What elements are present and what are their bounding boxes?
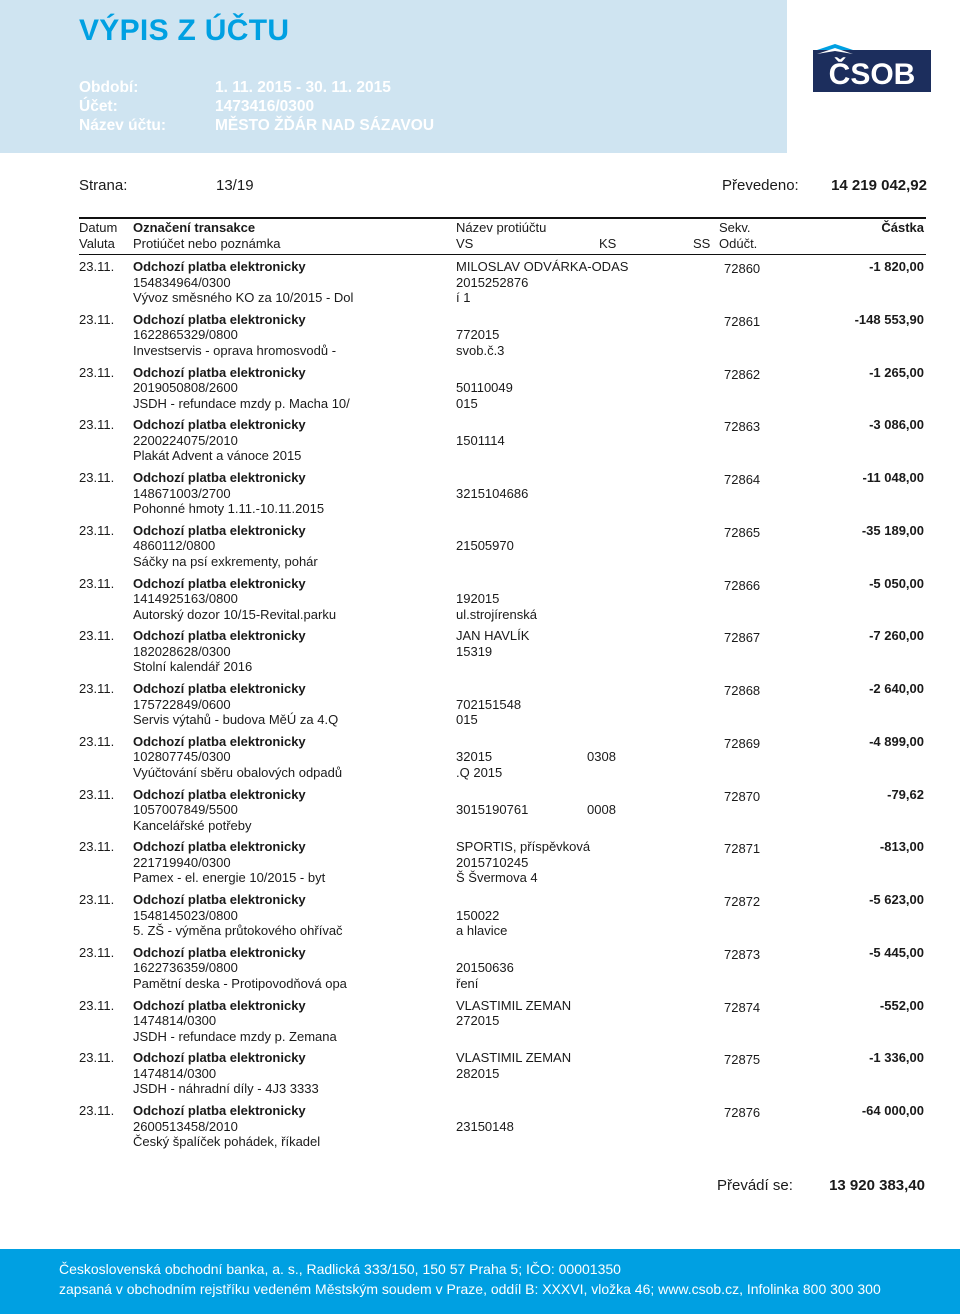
col-oznaceni: Označení transakce [133, 220, 256, 235]
transaction-type: Odchozí platba elektronicky [133, 364, 306, 380]
transaction-row [79, 576, 926, 629]
carried-forward-label: Převedeno: [722, 177, 799, 194]
transaction-date: 23.11. [79, 892, 115, 907]
transaction-row [79, 628, 926, 681]
transaction-date: 23.11. [79, 681, 115, 696]
period-row [79, 79, 391, 97]
sequence-number: 72873 [724, 946, 761, 962]
transaction-note: Český špalíček pohádek, říkadel [133, 1134, 321, 1149]
counter-account: 154834964/0300 [133, 274, 231, 290]
account-name-row [79, 117, 435, 135]
transaction-type: Odchozí platba elektronicky [133, 628, 306, 644]
carried-forward-value: 14 219 042,92 [831, 177, 927, 194]
statement-title: VÝPIS Z ÚČTU [79, 14, 290, 47]
transaction-type: Odchozí platba elektronicky [133, 259, 306, 274]
transaction-row [79, 417, 926, 470]
counterparty-detail: a hlavice [456, 923, 508, 938]
variable-symbol: 282015 [456, 1065, 500, 1081]
counter-account: 102807745/0300 [133, 749, 231, 765]
variable-symbol: 21505970 [456, 538, 514, 554]
variable-symbol: 2015252876 [456, 274, 529, 290]
transaction-note: Sáčky na psí exkrementy, pohár [133, 553, 318, 569]
counter-account: 2600513458/2010 [133, 1118, 238, 1134]
transaction-date: 23.11. [79, 997, 115, 1013]
transaction-type: Odchozí platba elektronicky [133, 575, 306, 591]
transaction-type: Odchozí platba elektronicky [133, 1050, 306, 1066]
carry-over-label: Převádí se: [717, 1177, 793, 1194]
transaction-note: Vývoz směsného KO za 10/2015 - Dol [133, 290, 354, 305]
counterparty-detail: ul.strojírenská [456, 606, 537, 622]
account-row [79, 98, 315, 116]
transaction-type: Odchozí platba elektronicky [133, 470, 306, 485]
transaction-date: 23.11. [79, 311, 115, 327]
transaction-row [79, 1050, 926, 1103]
sequence-number: 72870 [724, 788, 761, 804]
transaction-row [79, 839, 926, 892]
table-top-rule [79, 217, 926, 219]
transaction-row [79, 998, 926, 1051]
transaction-type: Odchozí platba elektronicky [133, 417, 306, 433]
counterparty-detail: Š Švermova 4 [456, 870, 538, 886]
transaction-note: JSDH - refundace mzdy p. Zemana [133, 1028, 337, 1044]
counter-account: 1057007849/5500 [133, 802, 238, 817]
col-datum: Datum [79, 220, 118, 235]
transaction-date: 23.11. [79, 522, 115, 538]
transaction-type: Odchozí platba elektronicky [133, 1103, 306, 1118]
constant-symbol: 0308 [587, 749, 616, 765]
sequence-number: 72864 [724, 472, 761, 487]
transaction-type: Odchozí platba elektronicky [133, 311, 306, 327]
counterparty-name: VLASTIMIL ZEMAN [456, 1050, 572, 1066]
counterparty-name: VLASTIMIL ZEMAN [456, 997, 572, 1013]
transaction-amount: -35 189,00 [861, 522, 924, 538]
transaction-row [79, 365, 926, 418]
sequence-number: 72874 [724, 999, 761, 1015]
footer-line-1: Československá obchodní banka, a. s., Radlická 333/150, 150 57 Praha 5; IČO: 00001350 [59, 1261, 621, 1277]
transaction-row [79, 787, 926, 840]
transaction-row [79, 1103, 926, 1156]
transaction-note: Pamětní deska - Protipovodňová opa [133, 975, 347, 991]
counter-account: 1414925163/0800 [133, 591, 238, 606]
variable-symbol: 272015 [456, 1013, 500, 1028]
transaction-type: Odchozí platba elektronicky [133, 786, 306, 802]
page-number: 13/19 [216, 177, 254, 194]
counter-account: 1622865329/0800 [133, 327, 238, 343]
transaction-note: JSDH - refundace mzdy p. Macha 10/ [133, 395, 350, 411]
col-vs: VS [456, 236, 474, 251]
transaction-note: Servis výtahů - budova MěÚ za 4.Q [133, 712, 339, 727]
counter-account: 1474814/0300 [133, 1065, 217, 1081]
transaction-row [79, 470, 926, 523]
counterparty-detail: svob.č.3 [456, 342, 505, 358]
transaction-row [79, 734, 926, 787]
transaction-row [79, 681, 926, 734]
counter-account: 182028628/0300 [133, 643, 231, 659]
transaction-note: Investservis - oprava hromosvodů - [133, 342, 337, 358]
transaction-amount: -5 623,00 [869, 892, 924, 907]
transaction-note: Pohonné hmoty 1.11.-10.11.2015 [133, 501, 325, 516]
transaction-row [79, 945, 926, 998]
transaction-note: Vyúčtování sběru obalových odpadů [133, 764, 343, 780]
transaction-amount: -64 000,00 [861, 1103, 924, 1118]
variable-symbol: 3215104686 [456, 485, 529, 501]
transaction-row [79, 259, 926, 312]
transaction-date: 23.11. [79, 364, 115, 380]
transaction-amount: -11 048,00 [862, 470, 924, 485]
transaction-amount: -2 640,00 [869, 681, 924, 696]
col-castka: Částka [881, 220, 924, 235]
table-header-rule [79, 254, 926, 255]
sequence-number: 72862 [724, 366, 761, 382]
col-ss: SS [693, 236, 711, 251]
period-label: Období: [79, 79, 139, 96]
account-name-label: Název účtu: [79, 117, 166, 134]
transaction-date: 23.11. [79, 470, 115, 485]
account-label: Účet: [79, 98, 118, 115]
sequence-number: 72863 [724, 419, 761, 435]
transaction-date: 23.11. [79, 944, 115, 960]
counter-account: 2200224075/2010 [133, 432, 238, 448]
sequence-number: 72868 [724, 683, 761, 698]
col-sekv: Sekv. [719, 220, 751, 235]
transaction-type: Odchozí platba elektronicky [133, 522, 306, 538]
sequence-number: 72865 [724, 524, 761, 540]
counterparty-detail: í 1 [456, 290, 471, 305]
col-protiucet: Protiúčet nebo poznámka [133, 236, 281, 251]
sequence-number: 72875 [724, 1052, 761, 1068]
variable-symbol: 702151548 [456, 696, 522, 712]
transaction-date: 23.11. [79, 1103, 115, 1118]
csob-logo [813, 44, 931, 92]
transaction-date: 23.11. [79, 786, 115, 802]
transaction-type: Odchozí platba elektronicky [133, 681, 306, 696]
transaction-type: Odchozí platba elektronicky [133, 997, 306, 1013]
counter-account: 1622736359/0800 [133, 960, 238, 976]
transaction-amount: -7 260,00 [869, 628, 924, 644]
counter-account: 175722849/0600 [133, 696, 231, 712]
counter-account: 1548145023/0800 [133, 907, 238, 923]
transaction-row [79, 312, 926, 365]
variable-symbol: 32015 [456, 749, 493, 765]
constant-symbol: 0008 [587, 802, 616, 817]
transaction-note: 5. ZŠ - výměna průtokového ohřívač [133, 923, 343, 938]
footer-band [0, 1249, 960, 1314]
counter-account: 221719940/0300 [133, 854, 231, 870]
variable-symbol: 3015190761 [456, 802, 529, 817]
counterparty-detail: ření [456, 975, 479, 991]
transaction-amount: -148 553,90 [854, 311, 924, 327]
counterparty-detail: .Q 2015 [456, 764, 503, 780]
transaction-amount: -1 265,00 [869, 364, 924, 380]
transaction-amount: -813,00 [879, 839, 924, 855]
transaction-date: 23.11. [79, 628, 115, 644]
counterparty-name: JAN HAVLÍK [456, 628, 530, 644]
page-label: Strana: [79, 177, 128, 194]
transaction-note: Pamex - el. energie 10/2015 - byt [133, 870, 326, 886]
variable-symbol: 150022 [456, 907, 500, 923]
variable-symbol: 2015710245 [456, 854, 529, 870]
col-ks: KS [599, 236, 617, 251]
sequence-number: 72860 [724, 261, 761, 276]
logo-wordmark: ČSOB [828, 58, 916, 91]
col-valuta: Valuta [79, 236, 115, 251]
transaction-amount: -1 336,00 [869, 1050, 924, 1066]
variable-symbol: 192015 [456, 591, 500, 606]
transaction-row [79, 892, 926, 945]
transaction-amount: -552,00 [879, 997, 924, 1013]
transaction-row [79, 523, 926, 576]
sequence-number: 72867 [724, 630, 761, 646]
transaction-amount: -5 445,00 [869, 944, 924, 960]
variable-symbol: 20150636 [456, 960, 514, 976]
transaction-amount: -3 086,00 [869, 417, 924, 433]
counter-account: 4860112/0800 [133, 538, 216, 554]
variable-symbol: 50110049 [456, 380, 513, 395]
transaction-note: Autorský dozor 10/15-Revital.parku [133, 606, 337, 622]
carry-over-value: 13 920 383,40 [829, 1177, 925, 1194]
variable-symbol: 23150148 [456, 1118, 514, 1134]
transaction-amount: -4 899,00 [869, 733, 924, 749]
counter-account: 148671003/2700 [133, 485, 231, 501]
col-oduct: Odúčt. [719, 236, 758, 251]
counterparty-name: SPORTIS, příspěvková [456, 839, 591, 855]
variable-symbol: 772015 [456, 327, 500, 343]
transaction-type: Odchozí platba elektronicky [133, 839, 306, 855]
transaction-note: JSDH - náhradní díly - 4J3 3333 [133, 1081, 319, 1097]
counter-account: 1474814/0300 [133, 1013, 217, 1028]
transaction-date: 23.11. [79, 417, 115, 433]
transaction-date: 23.11. [79, 839, 115, 855]
sequence-number: 72871 [724, 841, 761, 857]
sequence-number: 72872 [724, 894, 761, 909]
counterparty-detail: 015 [456, 712, 478, 727]
transaction-date: 23.11. [79, 1050, 115, 1066]
transaction-date: 23.11. [79, 733, 115, 749]
col-nazev: Název protiúčtu [456, 220, 547, 235]
transaction-note: Kancelářské potřeby [133, 817, 252, 833]
transaction-note: Plakát Advent a vánoce 2015 [133, 448, 302, 464]
transaction-date: 23.11. [79, 259, 115, 274]
counterparty-detail: 015 [456, 395, 478, 411]
counter-account: 2019050808/2600 [133, 380, 238, 395]
footer-line-2: zapsaná v obchodním rejstříku vedeném Městským soudem v Praze, oddíl B: XXXVI, vložka 46; www.csob.cz, Infolinka 800 300 300 [59, 1281, 881, 1297]
account-name-value: MĚSTO ŽĎÁR NAD SÁZAVOU [215, 117, 435, 134]
sequence-number: 72861 [724, 313, 761, 329]
transaction-type: Odchozí platba elektronicky [133, 892, 306, 907]
transaction-amount: -5 050,00 [869, 575, 924, 591]
transaction-note: Stolní kalendář 2016 [133, 659, 253, 675]
sequence-number: 72866 [724, 577, 761, 593]
period-value: 1. 11. 2015 - 30. 11. 2015 [215, 79, 391, 96]
variable-symbol: 15319 [456, 643, 493, 659]
transaction-date: 23.11. [79, 575, 115, 591]
transaction-amount: -1 820,00 [869, 259, 924, 274]
sequence-number: 72869 [724, 735, 761, 751]
counterparty-name: MILOSLAV ODVÁRKA-ODAS [456, 259, 629, 274]
transaction-type: Odchozí platba elektronicky [133, 733, 306, 749]
transaction-amount: -79,62 [887, 786, 924, 802]
variable-symbol: 1501114 [456, 432, 505, 448]
account-value: 1473416/0300 [215, 98, 315, 115]
transaction-type: Odchozí platba elektronicky [133, 944, 306, 960]
sequence-number: 72876 [724, 1105, 761, 1120]
